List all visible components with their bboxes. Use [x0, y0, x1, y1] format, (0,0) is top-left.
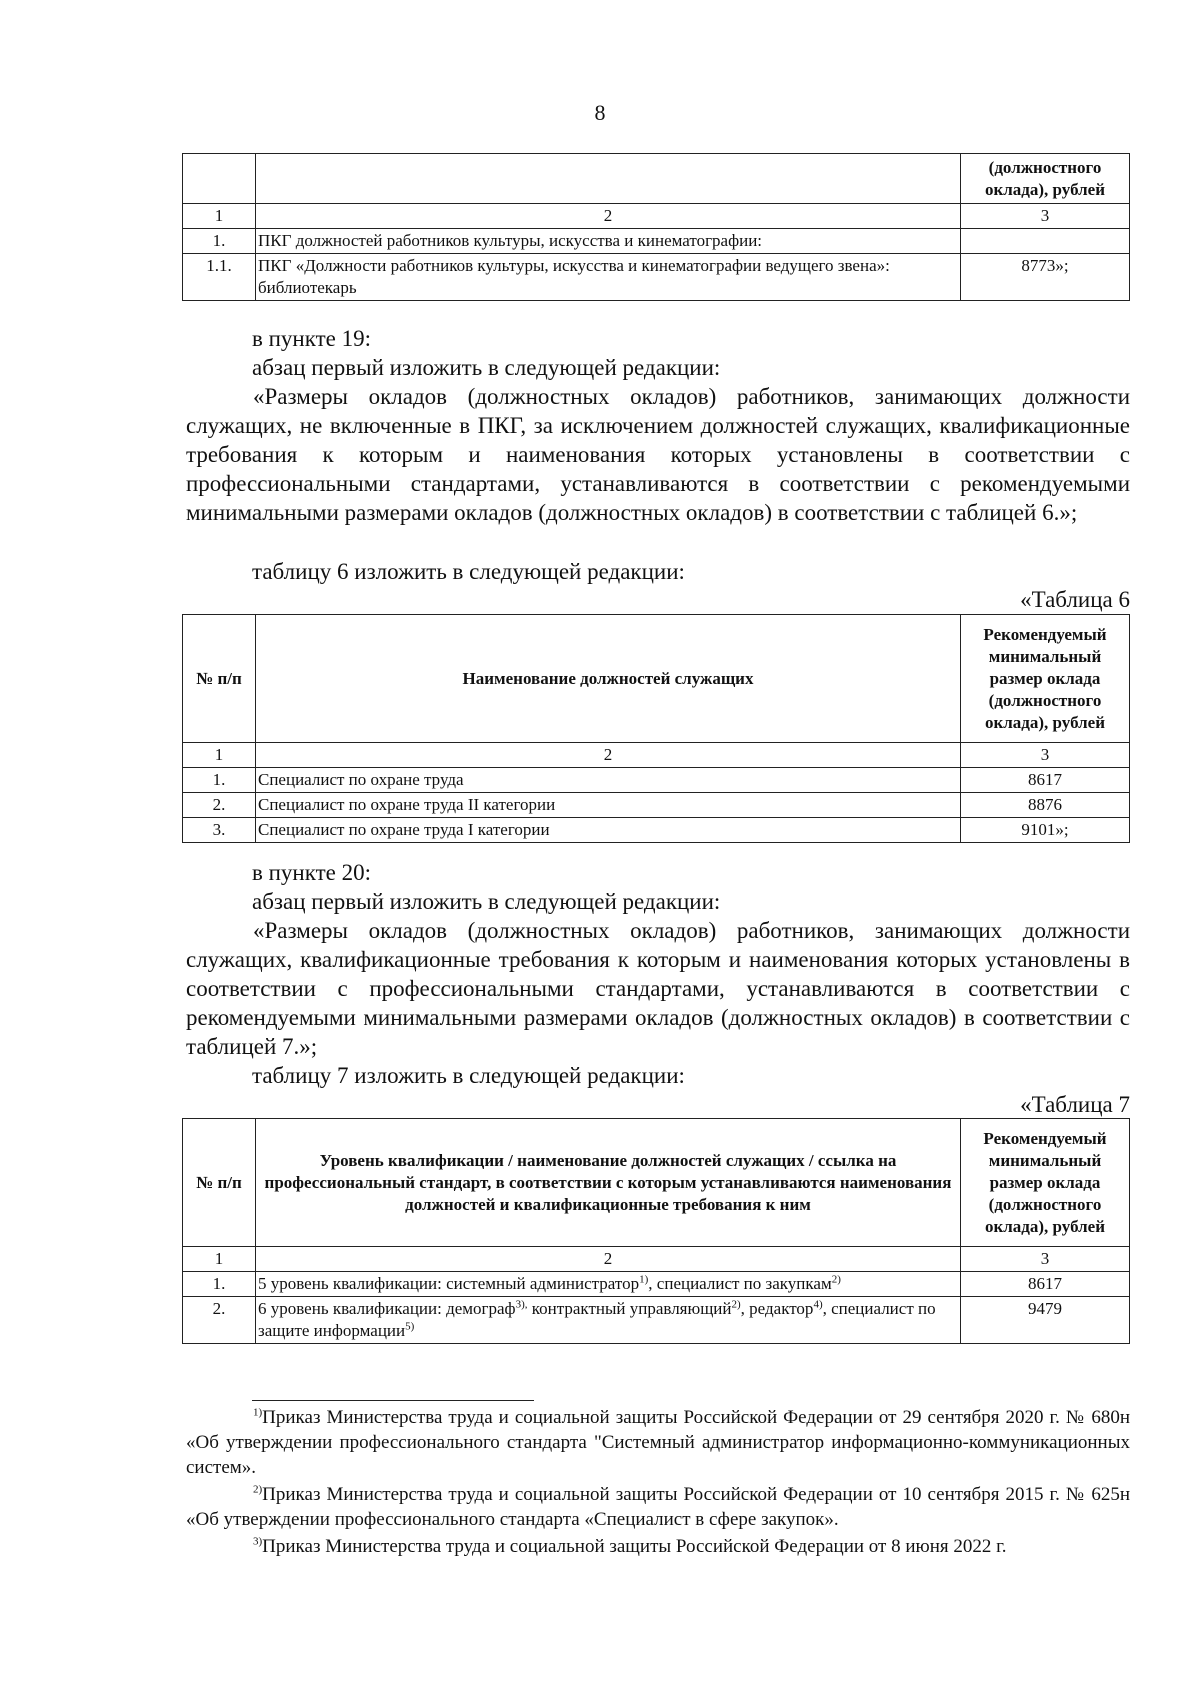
- table-row: 1.1. ПКГ «Должности работников культуры, искусства и кинематографии ведущего звена»: библиотекарь 8773»;: [183, 254, 1130, 301]
- p19-quote: «Размеры окладов (должностных окладов) работников, занимающих должности служащих, не включенные в ПКГ, за исключением должностей служащих, квалификационные требования к которым и наименования которых установлены в соответствии с профессиональными стандартами, устанавливаются в соответствии с рекомендуемыми минимальными размерами окладов (должностных окладов) в соответствии с таблицей 6.»;: [186, 384, 1130, 525]
- table-row: 1. ПКГ должностей работников культуры, искусства и кинематографии:: [183, 229, 1130, 254]
- p20-quote: «Размеры окладов (должностных окладов) работников, занимающих должности служащих, квалификационные требования к которым и наименования которых установлены в соответствии с профессиональными стандартами, устанавливаются в соответствии с рекомендуемыми минимальными размерами окладов (должностных окладов) в соответствии с таблицей 7.»;: [186, 918, 1130, 1059]
- table-7: № п/п Уровень квалификации / наименование должностей служащих / ссылка на профессиональный стандарт, в соответствии с которым устанавливаются наименования должностей и квалификационные требования к ним Рекомендуемый минимальный размер оклада (должностного оклада), рублей 1 2 3 1. 5 уровень квалификации: системный администратор$^{1)}$, специалист по закупкам$^{2)}$ 8617 2. 6 уровень квалификации: демограф$^{3),}$ контрактный управляющий$^{2)}$, редактор$^{4)}$, специалист по защите информации$^{5)}$ 9479: [182, 1118, 1130, 1344]
- table-6: № п/п Наименование должностей служащих Рекомендуемый минимальный размер оклада (должностного оклада), рублей 1 2 3 1. Специалист по охране труда 8617 2. Специалист по охране труда II категории 8876 3. Специалист по охране труда I категории 9101»;: [182, 614, 1130, 843]
- footnote-2: $^{2)}$Приказ Министерства труда и социальной защиты Российской Федерации от 10 сентября 2015 г. № 625н «Об утверждении профессионального стандарта «Специалист в сфере закупок».: [186, 1483, 1130, 1530]
- p19-line1: абзац первый изложить в следующей редакции:: [252, 355, 721, 380]
- p20-line1: абзац первый изложить в следующей редакции:: [252, 889, 721, 914]
- p19-title: в пункте 19:: [252, 326, 371, 351]
- table6-caption: «Таблица 6: [1020, 587, 1130, 612]
- table-row: 3. Специалист по охране труда I категории 9101»;: [183, 818, 1130, 843]
- table7-caption: «Таблица 7: [1020, 1092, 1130, 1117]
- table-row: 2. Специалист по охране труда II категории 8876: [183, 793, 1130, 818]
- table-row: 2. 6 уровень квалификации: демограф$^{3),}$ контрактный управляющий$^{2)}$, редактор$^{4)}$, специалист по защите информации$^{5)}$ 9479: [183, 1297, 1130, 1344]
- p19-line2: таблицу 6 изложить в следующей редакции:: [252, 559, 685, 584]
- footnote-3: $^{3)}$Приказ Министерства труда и социальной защиты Российской Федерации от 8 июня 2022 г.: [253, 1535, 1007, 1557]
- page-number: 8: [594, 100, 606, 125]
- table5-header-col3: (должностного оклада), рублей: [961, 154, 1130, 204]
- table-5-continuation: (должностного оклада), рублей 1 2 3 1. ПКГ должностей работников культуры, искусства и кинематографии: 1.1. ПКГ «Должности работников культуры, искусства и кинематографии ведущего звена»: библиотекарь 8773»;: [182, 153, 1130, 301]
- p20-line2: таблицу 7 изложить в следующей редакции:: [252, 1063, 685, 1088]
- footnote-separator: [252, 1400, 534, 1401]
- table-row: 1. 5 уровень квалификации: системный администратор$^{1)}$, специалист по закупкам$^{2)}$ 8617: [183, 1272, 1130, 1297]
- footnote-1: $^{1)}$Приказ Министерства труда и социальной защиты Российской Федерации от 29 сентября 2020 г. № 680н «Об утверждении профессионального стандарта "Системный администратор информационно-коммуникационных систем».: [186, 1406, 1130, 1478]
- table-row: 1. Специалист по охране труда 8617: [183, 768, 1130, 793]
- p20-title: в пункте 20:: [252, 860, 371, 885]
